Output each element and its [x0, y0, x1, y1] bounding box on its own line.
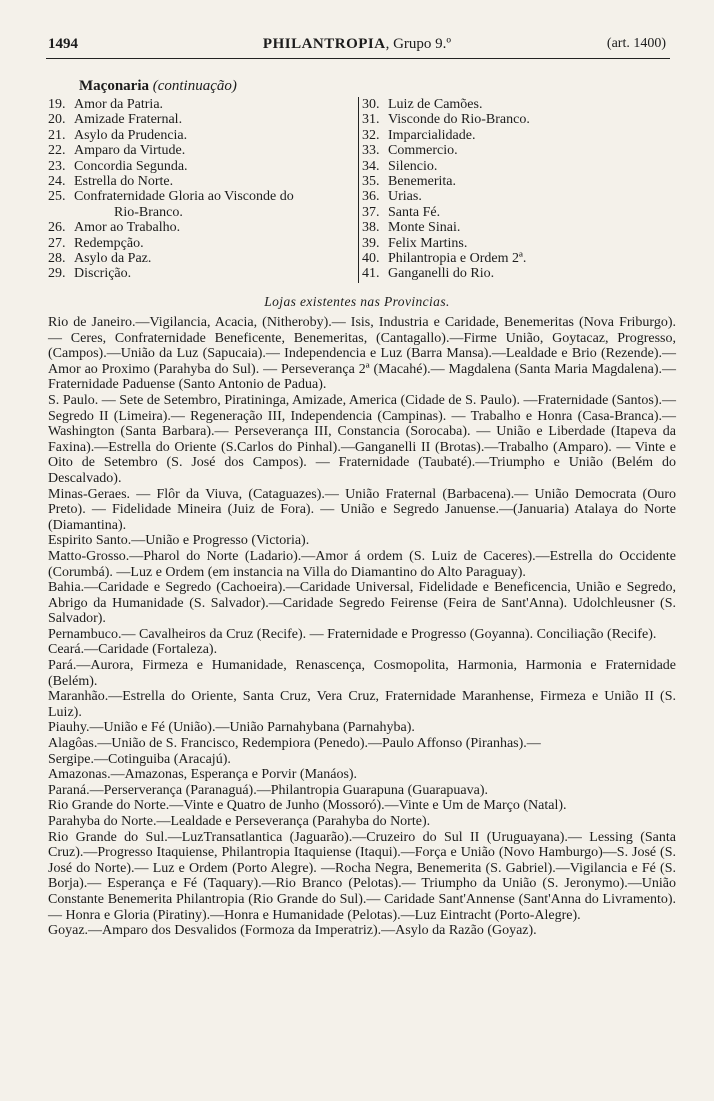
- lodge-number: 29.: [48, 266, 66, 282]
- lodge-list-item: [48, 251, 356, 266]
- province-entry: Paraná.—Perserverança (Paranaguá).—Philantropia Guarapuna (Guarapuava).: [48, 782, 489, 798]
- lodge-name: Imparcialidade.: [388, 127, 476, 143]
- province-entry: Rio de Janeiro.—Vigilancia, Acacia, (Nitheroby).— Isis, Industria e Caridade, Benemeritas (Nova Friburgo). — Ceres, Confraternidade Beneficente, Benemeritas, (Cantagallo).—Firme União, Goytacaz, Progresso, (Campos).—União da Luz (Sapucaia).— Independencia e Luz (Barra Mansa).—Lealdade e Brio (Rezende).—Amor ao Proximo (Parahyba do Sul). — Perseverança 2ª (Macahé).— Magdalena (Santa Maria Magdalena).—Fraternidade Paduense (Santo Antonio de Padua).: [48, 315, 676, 393]
- lodge-name: Amparo da Virtude.: [74, 143, 186, 159]
- province-entry: Rio Grande do Sul.—LuzTransatlantica (Jaguarão).—Cruzeiro do Sul II (Uruguayana).— Lessing (Santa Cruz).—Progresso Itaquiense, Philantropia Itaquiense (Itaqui).—Força e União (Novo Hamburgo)—S. José (S. José do Norte).— Luz e Ordem (Porto Alegre). —Rocha Negra, Benemerita (S. Gabriel).—Vigilancia e Fé (S. Borja).— Esperança e Fé (Taquary).—Rio Branco (Pelotas).— Triumpho da União (S. Jeronymo).—União Constante Benemerita Philantropia (Rio Grande do Sul).— Caridade Sant'Annense (Sant'Anna do Livramento). — Honra e Gloria (Piratiny).—Honra e Humanidade (Pelotas).—Luz Eintracht (Porto-Alegre).: [48, 829, 676, 923]
- lodge-number: 33.: [362, 143, 380, 159]
- province-entry: Parahyba do Norte.—Lealdade e Perseverança (Parahyba do Norte).: [48, 814, 431, 829]
- lodge-name: Redempção.: [74, 235, 144, 251]
- lodge-number: 39.: [362, 235, 380, 251]
- page-number: 1494: [48, 36, 78, 52]
- lodge-name: Confraternidade Gloria ao Visconde do: [74, 189, 294, 205]
- lodge-number: 20.: [48, 112, 66, 128]
- province-entry: Alagôas.—União de S. Francisco, Redempiora (Penedo).—Paulo Affonso (Piranhas).—: [48, 736, 541, 752]
- lodge-list-item: [362, 236, 672, 251]
- province-entry: S. Paulo. — Sete de Setembro, Piratininga, Amizade, America (Cidade de S. Paulo). —Fraternidade (Santos).—Segredo II (Limeira).— Regeneração III, Independencia (Campinas). — Trabalho e Honra (Casa-Branca).— Washington (Santa Barbara).— Perseverança III, Constancia (Sorocaba). — União e Liberdade (Itapeva da Faxina).—Estrella do Oriente (S.Carlos do Pinhal).—Ganganelli II (Brotas).—Trabalho (Amparo). — Vinte e Oito de Setembro (S. José dos Campos). — Fraternidade (Taubaté).—Triumpho e União (Belém do Descalvado).: [48, 392, 676, 486]
- lodge-list-item: [362, 174, 672, 189]
- lodge-name: Asylo da Prudencia.: [74, 127, 188, 143]
- lodge-list-item: [48, 205, 356, 220]
- lodge-number: 19.: [48, 97, 66, 112]
- lodge-list-item: [362, 189, 672, 204]
- lodge-name: Luiz de Camões.: [388, 97, 483, 112]
- lodge-number: 30.: [362, 97, 380, 112]
- lodge-number: 24.: [48, 174, 66, 190]
- lodge-number: 34.: [362, 158, 380, 174]
- lodge-name: Concordia Segunda.: [74, 158, 188, 174]
- lodge-number: 23.: [48, 158, 66, 174]
- lodge-name: Visconde do Rio-Branco.: [388, 112, 530, 128]
- lodge-name: Monte Sinai.: [388, 220, 461, 236]
- lodge-name: Philantropia e Ordem 2ª.: [388, 251, 527, 267]
- lodge-name: Silencio.: [388, 158, 438, 174]
- section-title: Maçonaria: [79, 78, 149, 94]
- lodge-number: 28.: [48, 251, 66, 267]
- lodge-list-item: [48, 174, 356, 189]
- lodge-list-item: [362, 266, 672, 281]
- section-heading: [79, 78, 237, 95]
- lodge-name: Asylo da Paz.: [74, 251, 152, 267]
- lodge-list-item: [48, 143, 356, 158]
- province-entry: Rio Grande do Norte.—Vinte e Quatro de Junho (Mossoró).—Vinte e Um de Março (Natal).: [48, 798, 567, 814]
- lodge-list-item: [362, 220, 672, 235]
- lodge-list-item: [362, 205, 672, 220]
- lodge-name: Santa Fé.: [388, 204, 441, 220]
- lodge-name: Urias.: [388, 189, 422, 205]
- lodge-number: 27.: [48, 235, 66, 251]
- provinces-caption: Lojas existentes nas Provincias.: [264, 294, 450, 309]
- section-subtitle: (continuação): [152, 78, 237, 94]
- lodge-number: 36.: [362, 189, 380, 205]
- lodge-list-item: [362, 97, 672, 112]
- lodge-number: 37.: [362, 204, 380, 220]
- lodge-list-item: [362, 159, 672, 174]
- lodge-list-item: [48, 112, 356, 127]
- province-entry: Espirito Santo.—União e Progresso (Victoria).: [48, 533, 310, 549]
- lodge-list-item: [362, 251, 672, 266]
- lodge-number: 40.: [362, 251, 380, 267]
- province-entry: Goyaz.—Amparo dos Desvalidos (Formoza da Imperatriz).—Asylo da Razão (Goyaz).: [48, 923, 537, 939]
- lodge-name: Amor da Patria.: [74, 97, 164, 112]
- lodge-name: Commercio.: [388, 143, 458, 159]
- running-title-name: PHILANTROPIA: [262, 36, 386, 52]
- lodge-name: Estrella do Norte.: [74, 174, 174, 190]
- province-entry: Maranhão.—Estrella do Oriente, Santa Cruz, Vera Cruz, Fraternidade Maranhense, Firmeza e União II (S. Luiz).: [48, 689, 676, 720]
- running-title-group: Grupo 9.º: [393, 36, 452, 52]
- lodge-list-item: [48, 97, 356, 112]
- province-entry: Pará.—Aurora, Firmeza e Humanidade, Renascença, Cosmopolita, Harmonia, Harmonia e Fraternidade (Belém).: [48, 658, 676, 689]
- province-entry: Matto-Grosso.—Pharol do Norte (Ladario).—Amor á ordem (S. Luiz de Caceres).—Estrella do Occidente (Corumbá). —Luz e Ordem (em instancia na Villa do Diamantino do Alto Paraguay).: [48, 548, 676, 580]
- province-entry: Pernambuco.— Cavalheiros da Cruz (Recife). — Fraternidade e Progresso (Goyanna). Conciliação (Recife).: [48, 626, 657, 642]
- lodge-name: Benemerita.: [388, 174, 457, 190]
- province-entry: Piauhy.—União e Fé (União).—União Parnahybana (Parnahyba).: [48, 720, 415, 736]
- province-entry: Amazonas.—Amazonas, Esperança e Porvir (Manáos).: [48, 767, 358, 783]
- lodge-number: 41.: [362, 266, 380, 282]
- lodge-list-right: [358, 97, 672, 283]
- lodge-number: 35.: [362, 174, 380, 190]
- lodge-list-item: [48, 266, 356, 281]
- lodge-name: Discrição.: [74, 266, 132, 282]
- lodge-name: Rio-Branco.: [114, 204, 183, 220]
- lodge-list-item: [48, 220, 356, 235]
- lodge-list-item: [48, 236, 356, 251]
- lodge-name: Amizade Fraternal.: [74, 112, 183, 128]
- province-entry: Bahia.—Caridade e Segredo (Cachoeira).—Caridade Universal, Fidelidade e Beneficencia, União e Segredo, Abrigo da Humanidade (S. Salvador).—Caridade Segredo Feirense (Feira de Sant'Anna). Udolchleusner (S. Salvador).: [48, 580, 676, 627]
- lodge-number: 31.: [362, 112, 380, 128]
- running-title: PHILANTROPIA, Grupo 9.º: [262, 36, 452, 52]
- lodge-list-item: [48, 128, 356, 143]
- lodge-number: 25.: [48, 189, 66, 205]
- lodge-list-item: [362, 112, 672, 127]
- province-entry: Sergipe.—Cotinguiba (Aracajú).: [48, 751, 231, 767]
- lodge-name: Felix Martins.: [388, 235, 468, 251]
- province-entry: Minas-Geraes. — Flôr da Viuva, (Cataguazes).— União Fraternal (Barbacena).— União Democrata (Ouro Preto). — Fidelidade Mineira (Juiz de Fora). — União e Segredo Januense.—(Januaria) Atalaya do Norte (Diamantina).: [48, 486, 676, 533]
- lodge-list-item: [362, 128, 672, 143]
- lodge-number: 38.: [362, 220, 380, 236]
- lodge-number: 26.: [48, 220, 66, 236]
- article-reference: (art. 1400): [606, 36, 666, 51]
- lodge-number: [88, 205, 114, 220]
- header-rule: [46, 58, 670, 59]
- lodge-name: Ganganelli do Rio.: [388, 266, 495, 282]
- lodge-list-item: [48, 159, 356, 174]
- lodge-list-item: [48, 189, 356, 204]
- lodge-name: Amor ao Trabalho.: [74, 220, 181, 236]
- province-entry: Ceará.—Caridade (Fortaleza).: [48, 642, 218, 658]
- lodge-list-item: [362, 143, 672, 158]
- lodge-number: 22.: [48, 143, 66, 159]
- page-header: [48, 36, 666, 58]
- lodge-number: 21.: [48, 127, 66, 143]
- province-lodges: [48, 315, 676, 939]
- lodge-number: 32.: [362, 127, 380, 143]
- lodge-list-left: [48, 97, 356, 282]
